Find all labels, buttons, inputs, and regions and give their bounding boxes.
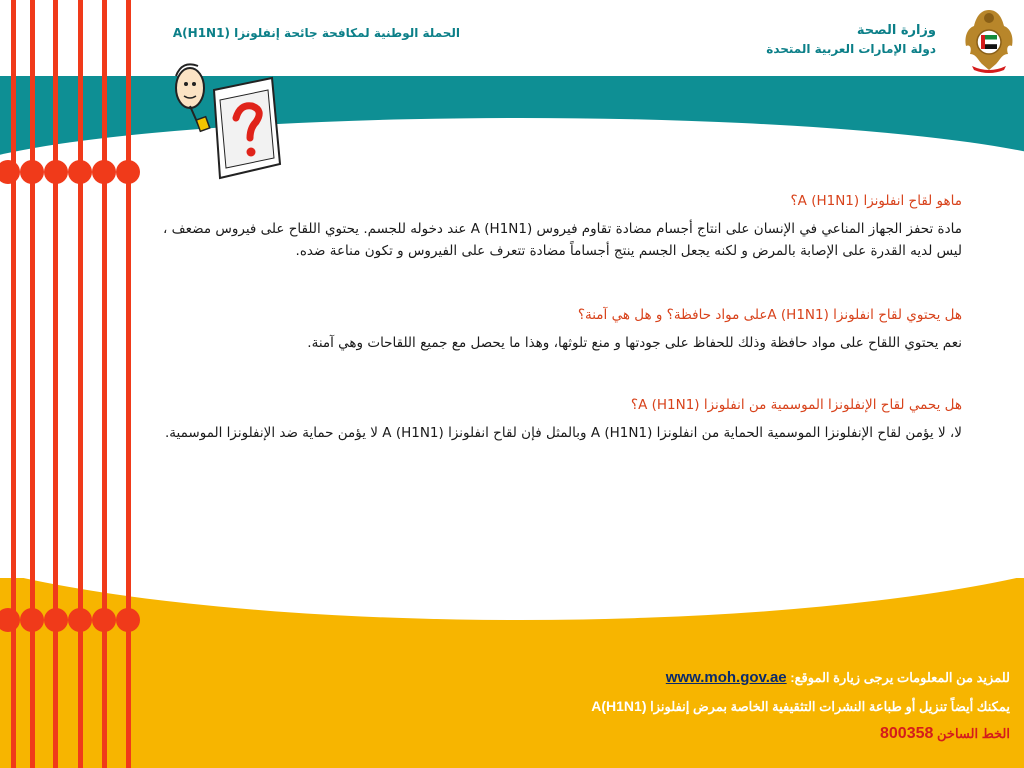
- download-strain: A(H1N1): [591, 698, 647, 714]
- more-info-line: [310, 664, 1010, 692]
- hotline-number: 800358: [880, 725, 934, 742]
- faq-answer-2: نعم يحتوي اللقاح على مواد حافظة وذلك للحفاظ على جودتها و منع تلوثها، وهذا ما يحصل مع جميع اللقاحات وهي آمنة.: [307, 335, 962, 351]
- download-line: [310, 692, 1010, 720]
- footer-info: [310, 664, 1010, 748]
- faq-question-2: هل يحتوي لقاح انفلونزا A (H1N1)على مواد حافظة؟ و هل هي آمنة؟: [577, 307, 962, 323]
- ministry-name: [766, 22, 936, 58]
- uae-emblem-icon: [958, 4, 1020, 76]
- ministry-line-1: وزارة الصحة: [856, 23, 936, 38]
- download-text: يمكنك أيضاً تنزيل أو طباعة النشرات التثقيفية الخاصة بمرض إنفلونزا: [650, 699, 1010, 714]
- faq-content: [150, 190, 962, 444]
- ministry-line-2: دولة الإمارات العربية المتحدة: [766, 42, 936, 56]
- decorative-stripes: [0, 0, 140, 768]
- footer-curve: [0, 430, 1024, 620]
- faq-question-3: هل يحمي لقاح الإنفلونزا الموسمية من انفلونزا A (H1N1)؟: [630, 397, 962, 413]
- website-link[interactable]: www.moh.gov.ae: [665, 669, 787, 686]
- hotline-line: [310, 720, 1010, 748]
- campaign-title: الحملة الوطنية لمكافحة جائحة إنفلونزا A(H1N1): [172, 26, 460, 40]
- character-question-icon: [168, 60, 288, 188]
- more-info-text: للمزيد من المعلومات يرجى زيارة الموقع:: [790, 670, 1010, 685]
- faq-answer-1: مادة تحفز الجهاز المناعي في الإنسان على انتاج أجسام مضادة تقاوم فيروس A (H1N1) عند دخوله للجسم. يحتوي اللقاح على فيروس مضعف ، ليس لديه القدرة على الإصابة بالمرض و لكنه يجعل الجسم ينتج أجساماً مضادة تتعرف على الفيروس و تكون مناعة ضده.: [163, 221, 962, 259]
- faq-answer-3: لا، لا يؤمن لقاح الإنفلونزا الموسمية الحماية من انفلونزا A (H1N1) وبالمثل فإن لقاح انفلونزا A (H1N1) لا يؤمن حماية ضد الإنفلونزا الموسمية.: [165, 425, 962, 441]
- hotline-label: الخط الساخن: [937, 726, 1010, 741]
- faq-question-1: ماهو لقاح انفلونزا A (H1N1)؟: [790, 193, 962, 209]
